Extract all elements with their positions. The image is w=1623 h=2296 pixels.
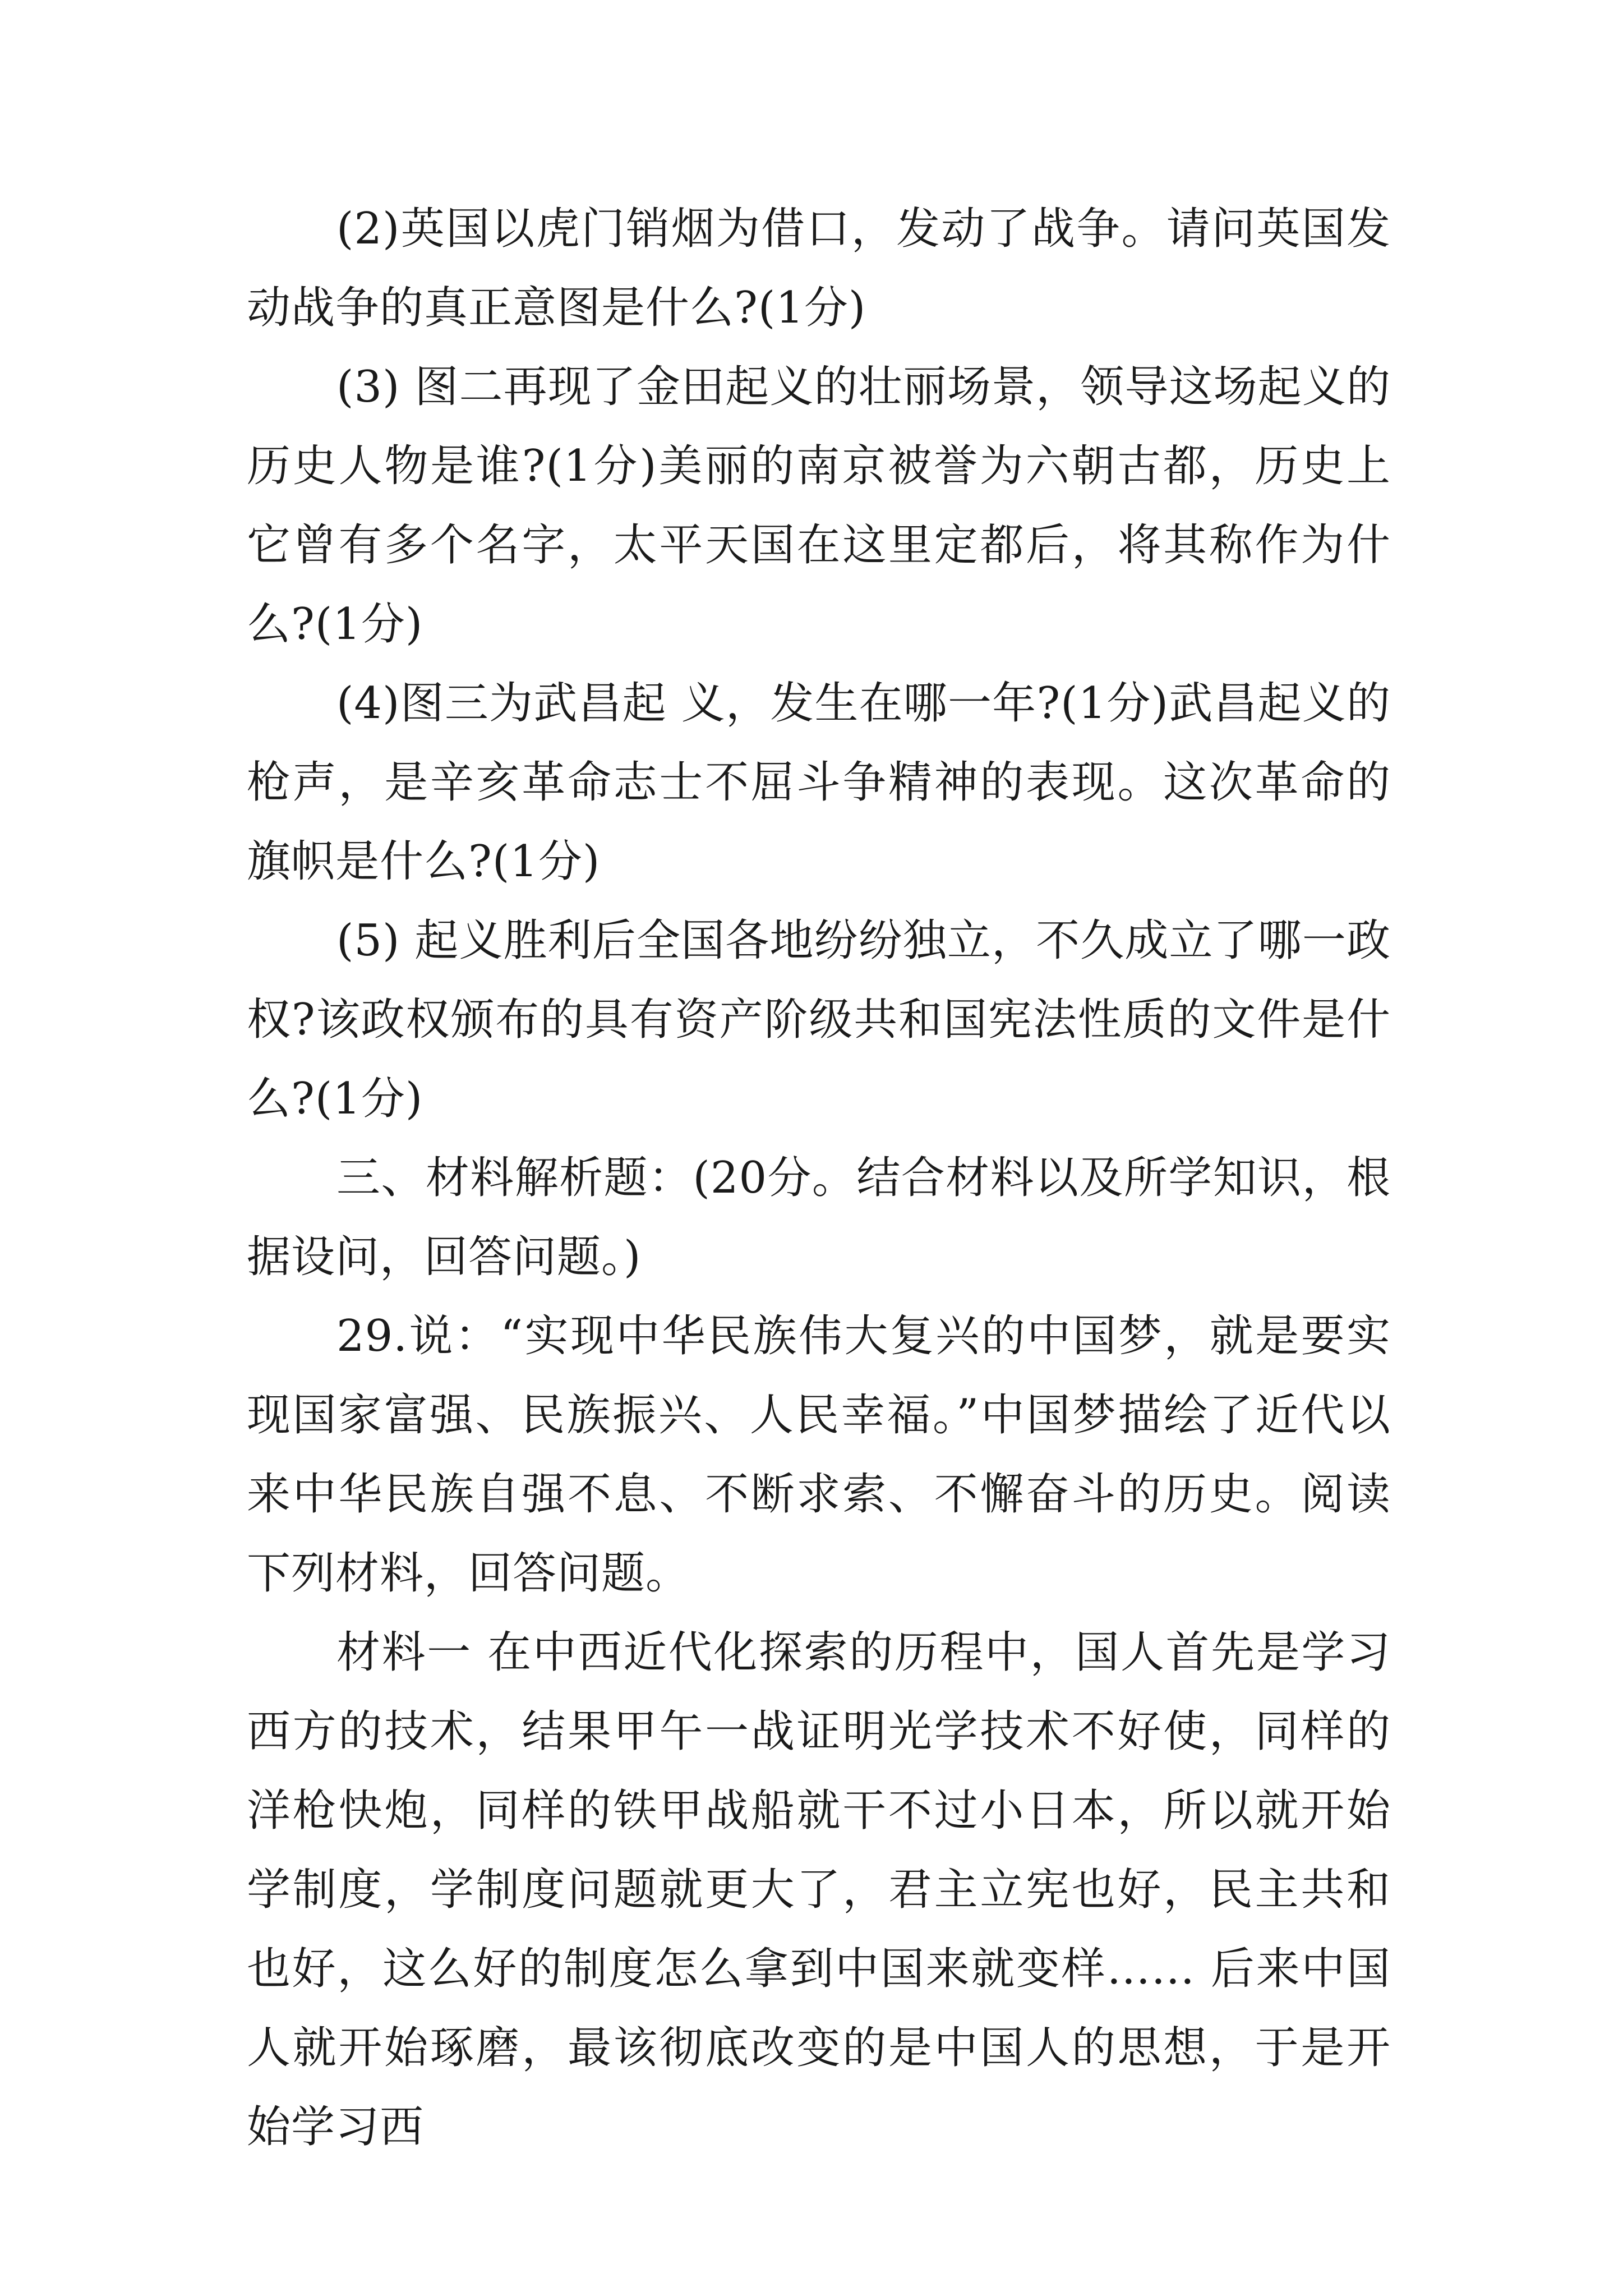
section-heading: 三、材料解析题：(20分。结合材料以及所学知识，根据设问，回答问题。) — [247, 1153, 1391, 1282]
question-5: (5) 起义胜利后全国各地纷纷独立，不久成立了哪一政权?该政权颁布的具有资产阶级共和国宪法性质的文件是什么?(1分) — [247, 915, 1391, 1124]
question-4: (4)图三为武昌起 义，发生在哪一年?(1分)武昌起义的枪声，是辛亥革命志士不屈斗争精神的表现。这次革命的旗帜是什么?(1分) — [247, 678, 1391, 887]
document-page — [247, 190, 1391, 2167]
question-2: (2)英国以虎门销烟为借口，发动了战争。请问英国发动战争的真正意图是什么?(1分) — [247, 204, 1391, 333]
question-29-intro: 29.说：“实现中华民族伟大复兴的中国梦，就是要实现国家富强、民族振兴、人民幸福。”中国梦描绘了近代以来中华民族自强不息、不断求索、不懈奋斗的历史。阅读下列材料，回答问题。 — [247, 1311, 1391, 1599]
material-one: 材料一 在中西近代化探索的历程中，国人首先是学习西方的技术，结果甲午一战证明光学技术不好使，同样的洋枪快炮，同样的铁甲战船就干不过小日本，所以就开始学制度，学制度问题就更大了，君主立宪也好，民主共和也好，这么好的制度怎么拿到中国来就变样…… 后来中国人就开始琢磨，最该彻底改变的是中国人的思想，于是开始学习西 — [247, 1627, 1391, 2152]
question-3: (3) 图二再现了金田起义的壮丽场景，领导这场起义的历史人物是谁?(1分)美丽的南京被誉为六朝古都，历史上它曾有多个名字，太平天国在这里定都后，将其称作为什么?(1分) — [247, 362, 1391, 650]
